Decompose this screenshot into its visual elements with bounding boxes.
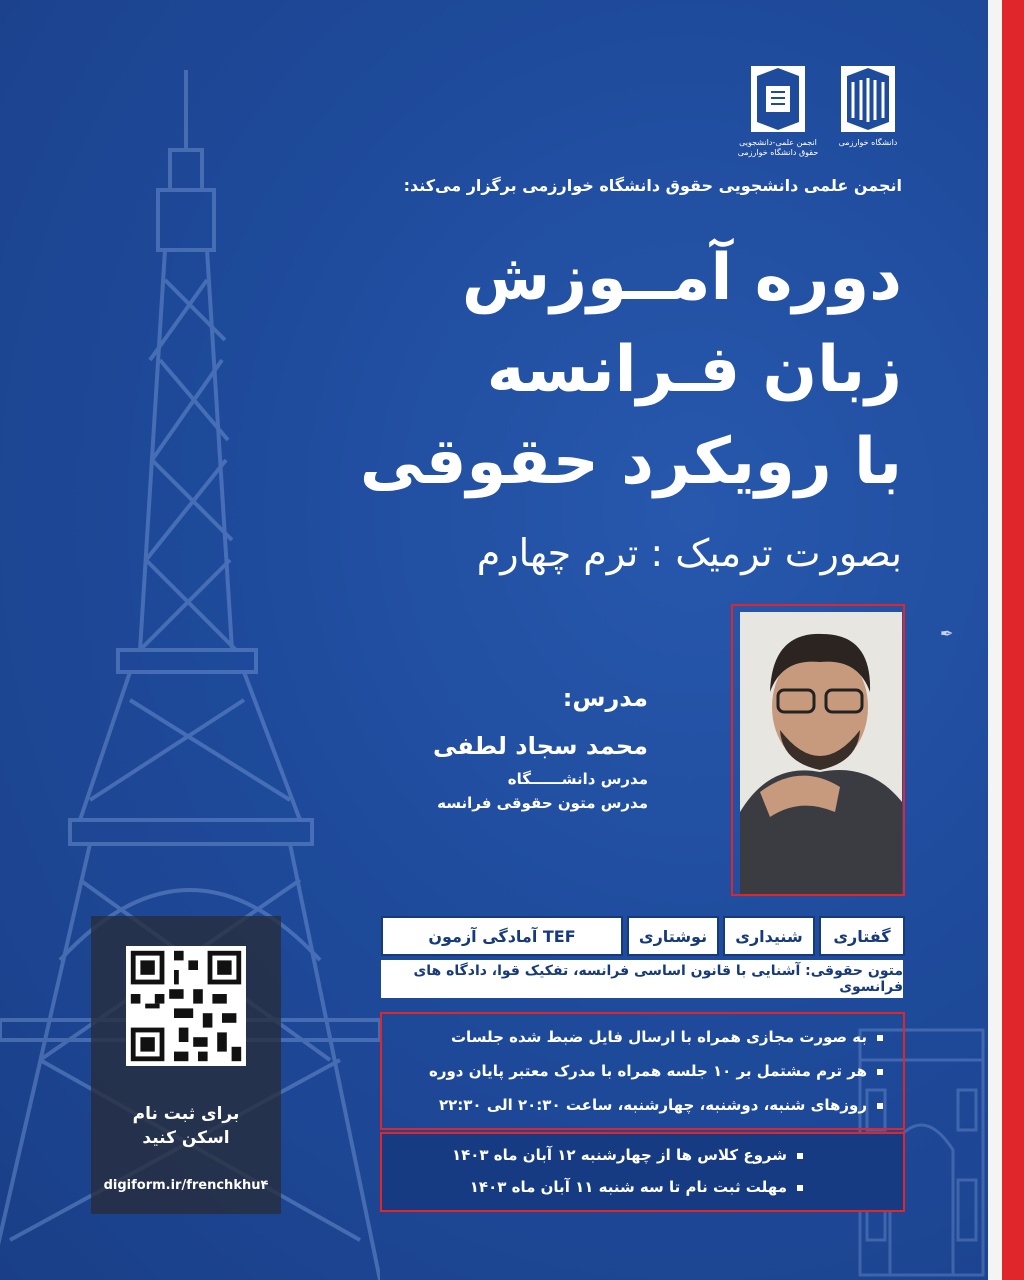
date-text-1: شروع کلاس ها از چهارشنبه ۱۲ آبان ماه ۱۴۰۳ bbox=[451, 1146, 787, 1164]
skill-speaking: گفتاری bbox=[819, 916, 905, 956]
scan-text-2: اسکن کنید bbox=[142, 1128, 230, 1148]
bullet-icon bbox=[797, 1185, 803, 1191]
detail-text-3: روزهای شنبه، دوشنبه، چهارشنبه، ساعت ۲۰:۳۰ الی ۲۲:۳۰ bbox=[438, 1096, 867, 1114]
course-title-line-1: دوره آمــوزش bbox=[461, 241, 902, 315]
detail-text-2: هر ترم مشتمل بر ۱۰ جلسه همراه با مدرک معتبر پایان دوره bbox=[428, 1062, 867, 1080]
university-emblem-icon bbox=[841, 66, 895, 132]
association-logo bbox=[733, 66, 823, 158]
dates-box bbox=[380, 1132, 905, 1212]
signature-icon: ✒ bbox=[940, 624, 954, 643]
registration-url[interactable]: digiform.ir/frenchkhu۴ bbox=[103, 1178, 269, 1193]
date-line-1 bbox=[452, 1146, 803, 1164]
qr-code-icon[interactable] bbox=[126, 946, 246, 1066]
scan-text-1: برای ثبت نام bbox=[132, 1104, 240, 1124]
association-logo-caption-1: انجمن علمی-دانشجویی bbox=[739, 138, 817, 147]
bullet-icon bbox=[877, 1069, 883, 1075]
teacher-role-1: مدرس دانشــــــگاه bbox=[507, 770, 648, 788]
university-logo-caption: دانشگاه خوارزمی bbox=[838, 138, 898, 147]
association-logo-caption-2: حقوق دانشگاه خوارزمی bbox=[737, 148, 819, 157]
teacher-label: مدرس: bbox=[562, 684, 648, 712]
right-white-stripe bbox=[988, 0, 1002, 1280]
course-title bbox=[302, 232, 902, 508]
course-subtitle: بصورت ترمیک : ترم چهارم bbox=[476, 531, 902, 575]
bullet-icon bbox=[797, 1153, 803, 1159]
detail-line-3 bbox=[439, 1096, 883, 1114]
right-red-stripe bbox=[1002, 0, 1024, 1280]
legal-texts-banner: متون حقوقی: آشنایی با قانون اساسی فرانسه، تفکیک قوا، دادگاه های فرانسوی bbox=[381, 960, 903, 998]
skill-writing: نوشتاری bbox=[627, 916, 719, 956]
detail-text-1: به صورت مجازی همراه با ارسال فایل ضبط شده جلسات bbox=[450, 1028, 867, 1046]
university-logo bbox=[833, 66, 903, 148]
association-emblem-icon bbox=[751, 66, 805, 132]
date-text-2: مهلت ثبت نام تا سه شنبه ۱۱ آبان ماه ۱۴۰۳ bbox=[469, 1178, 787, 1196]
teacher-photo bbox=[740, 612, 902, 894]
bullet-icon bbox=[877, 1035, 883, 1041]
bullet-icon bbox=[877, 1103, 883, 1109]
skill-listening: شنیداری bbox=[723, 916, 815, 956]
details-box bbox=[380, 1012, 905, 1130]
course-title-line-3: با رویکرد حقوقی bbox=[359, 425, 902, 499]
detail-line-2 bbox=[429, 1062, 883, 1080]
teacher-role-2: مدرس متون حقوقی فرانسه bbox=[437, 794, 648, 812]
teacher-name: محمد سجاد لطفی bbox=[433, 732, 648, 760]
course-title-line-2: زبان فـرانسه bbox=[486, 333, 902, 407]
organizer-text: انجمن علمی دانشجویی حقوق دانشگاه خوارزمی برگزار می‌کند: bbox=[403, 176, 902, 195]
teacher-portrait bbox=[740, 612, 902, 894]
skill-tef-prep: آمادگی آزمون TEF bbox=[381, 916, 623, 956]
registration-card bbox=[91, 916, 281, 1214]
date-line-2 bbox=[470, 1178, 803, 1196]
detail-line-1 bbox=[451, 1028, 883, 1046]
